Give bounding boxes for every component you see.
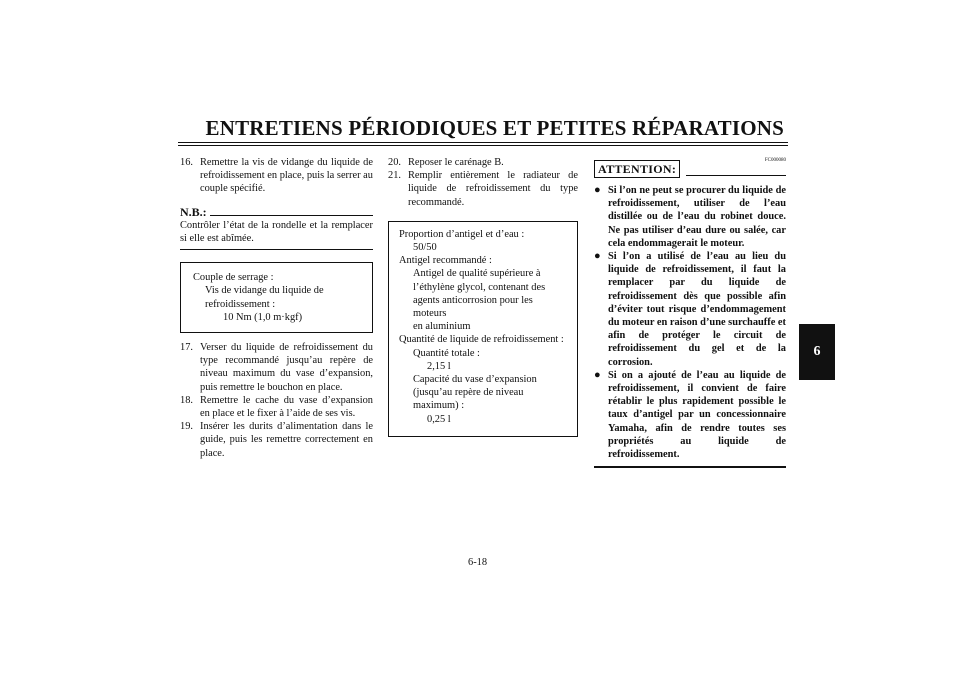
attention-item [594, 369, 786, 461]
torque-spec-box [180, 262, 373, 333]
step-number: 18. [180, 394, 193, 406]
spec-value: agents anticorrosion pour les moteurs [413, 294, 533, 320]
note-rule [210, 215, 373, 216]
step-number: 16. [180, 157, 193, 168]
note-header [180, 206, 373, 219]
header-rule [178, 142, 788, 146]
page-number: 6-18 [468, 557, 488, 568]
step-text: Remettre la vis de vidange du liquide de refroidissement en place, puis la serrer au couple spécifié. [200, 157, 373, 195]
step-17 [180, 341, 373, 394]
column-left [180, 156, 373, 460]
step-text: Remplir entièrement le radiateur de liquide de refroidissement du type recommandé. [408, 170, 578, 208]
step-number: 20. [388, 157, 401, 168]
step-20 [388, 156, 578, 169]
spec-value: Antigel de qualité supérieure à [413, 268, 541, 280]
step-text: Insérer les durits d’alimentation dans le guide, puis les remettre correctement en place. [200, 421, 373, 459]
attention-item [594, 250, 786, 369]
step-text: Reposer le carénage B. [408, 157, 504, 168]
column-middle [388, 156, 578, 445]
page-title: ENTRETIENS PÉRIODIQUES ET PETITES RÉPARATIONS [205, 116, 784, 140]
spec-value: 2,15 l [427, 360, 451, 372]
column-right [594, 156, 786, 468]
spec-line: Quantité de liquide de refroidissement : [399, 334, 564, 346]
step-16 [180, 156, 373, 196]
attention-bottom-rule [594, 466, 786, 468]
note-text: Contrôler l’état de la rondelle et la remplacer si elle est abîmée. [180, 219, 373, 250]
spec-value: l’éthylène glycol, contenant des [413, 281, 546, 293]
spec-value: 0,25 l [427, 413, 451, 425]
step-21 [388, 169, 578, 209]
bullet-icon: ● [594, 368, 601, 381]
attention-text: Si l’on ne peut se procurer du liquide de refroidissement, utiliser de l’eau distillée ou de l’eau du robinet douce. Ne pas utiliser d’eau dure ou salée, car cela endommagerait le moteur. [608, 185, 786, 249]
step-number: 19. [180, 421, 193, 433]
torque-item-cont: refroidissement : [205, 298, 276, 310]
section-tab: 6 [799, 324, 835, 380]
spec-subline: Quantité totale : [413, 347, 480, 359]
spec-value: en aluminium [413, 321, 471, 333]
spec-value: 50/50 [413, 242, 437, 254]
page-header [178, 116, 788, 146]
step-number: 21. [388, 170, 401, 182]
bullet-icon: ● [594, 250, 601, 263]
note-block [180, 206, 373, 251]
step-18 [180, 394, 373, 420]
note-label: N.B.: [180, 204, 207, 219]
step-text: Remettre le cache du vase d’expansion en place et le fixer à l’aide de ses vis. [200, 394, 373, 420]
attention-label: ATTENTION: [594, 160, 680, 178]
attention-text: Si on a ajouté de l’eau au liquide de refroidissement, il convient de faire rétablir le plus rapidement possible le taux d’antigel par un concessionnaire Yamaha, afin de rendre toutes ses propriétés au liquide de refroidissement. [608, 369, 786, 461]
bullet-icon: ● [594, 184, 601, 196]
spec-line: Proportion d’antigel et d’eau : [399, 228, 525, 240]
reference-code: FC000080 [764, 158, 786, 163]
torque-heading: Couple de serrage : [193, 272, 274, 284]
spec-subline: (jusqu’au repère de niveau maximum) : [413, 387, 524, 412]
torque-value: 10 Nm (1,0 m·kgf) [223, 311, 303, 323]
attention-text: Si l’on a utilisé de l’eau au lieu du liquide de refroidissement, il faut la remplacer par du liquide de refroidissement dès que possible afin d’éviter tout risque d’endommagement du moteur en raison d’une surchauffe et afin de protéger le circuit de refroidissement du gel et de la corrosion. [608, 251, 786, 368]
step-19 [180, 420, 373, 460]
step-number: 17. [180, 342, 193, 354]
attention-list [594, 184, 786, 461]
spec-line: Antigel recommandé : [399, 255, 492, 267]
torque-item: Vis de vidange du liquide de [205, 285, 324, 297]
attention-header [594, 160, 786, 178]
spec-subline: Capacité du vase d’expansion [413, 374, 537, 386]
step-text: Verser du liquide de refroidissement du type recommandé jusqu’au repère de niveau maximum du vase d’expansion, puis remettre le bouchon en place. [200, 342, 373, 393]
coolant-spec-box [388, 221, 578, 437]
attention-item [594, 184, 786, 250]
attention-rule [686, 175, 786, 176]
